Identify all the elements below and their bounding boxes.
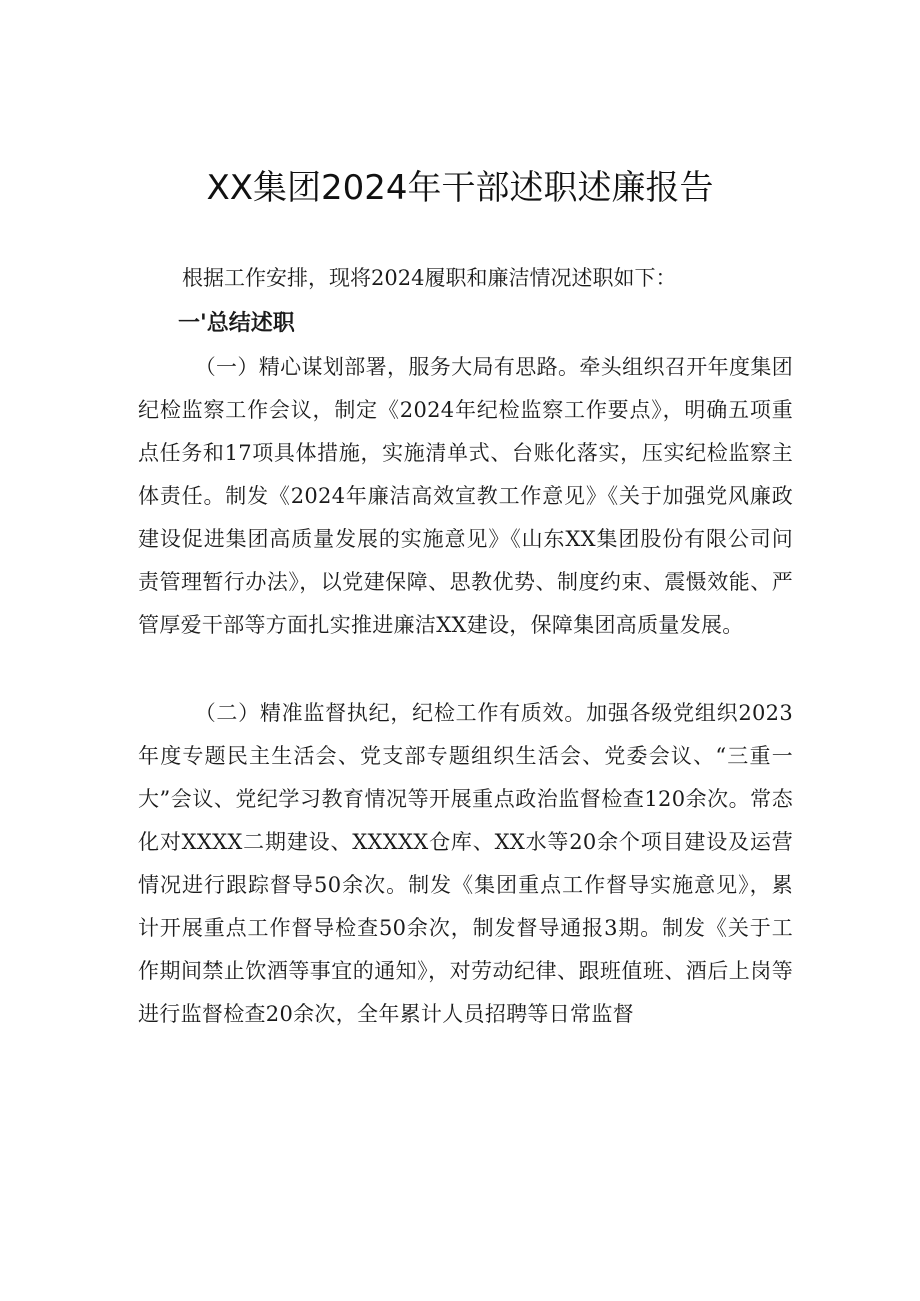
section-heading: 一'总结述职 [178,311,295,336]
body-paragraph-2: （二）精准监督执纪，纪检工作有质效。加强各级党组织2023年度专题民主生活会、党支部专题组织生活会、党委会议、“三重一大”会议、党纪学习教育情况等开展重点政治监督检查120余次。常态化对XXXX二期建设、XXXXX仓库、XX水等20余个项目建设及运营情况进行跟踪督导50余次。制发《集团重点工作督导实施意见》，累计开展重点工作督导检查50余次，制发督导通报3期。制发《关于工作期间禁止饮酒等事宜的通知》，对劳动纪律、跟班值班、酒后上岗等进行监督检查20余次，全年累计人员招聘等日常监督 [138,701,793,1026]
body-paragraph-1: （一）精心谋划部署，服务大局有思路。牵头组织召开年度集团纪检监察工作会议，制定《2024年纪检监察工作要点》，明确五项重点任务和17项具体措施，实施清单式、台账化落实，压实纪检监察主体责任。制发《2024年廉洁高效宣教工作意见》《关于加强党风廉政建设促进集团高质量发展的实施意见》《山东XX集团股份有限公司问责管理暂行办法》，以党建保障、思教优势、制度约束、震慑效能、严管厚爱干部等方面扎实推进廉洁XX建设，保障集团高质量发展。 [138,355,793,637]
intro-paragraph: 根据工作安排，现将2024履职和廉洁情况述职如下： [182,266,677,290]
document-title: XX集团2024年干部述职述廉报告 [206,168,714,208]
